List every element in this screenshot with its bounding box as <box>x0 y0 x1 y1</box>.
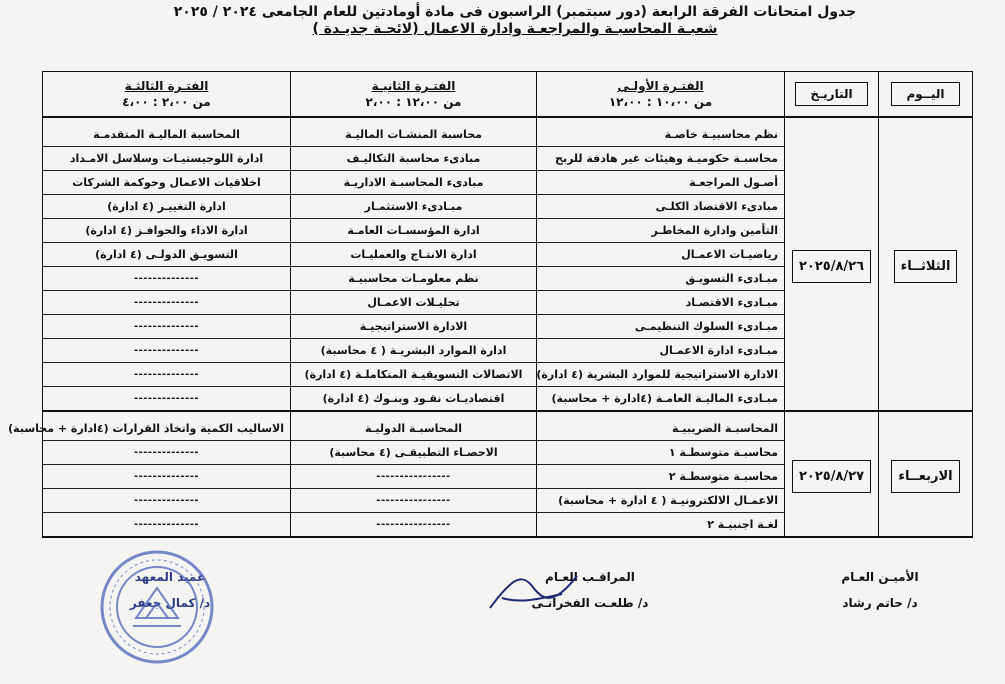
period3-subject: -------------- <box>43 339 291 363</box>
table-row <box>43 123 973 147</box>
period1-subject: التأمين وادارة المخاطـر <box>537 219 785 243</box>
period3-subject: ادارة الاداء والحوافـز (٤ ادارة) <box>43 219 291 243</box>
period2-subject: ---------------- <box>291 489 537 513</box>
secretary-title: الأميـن العـام <box>841 570 919 584</box>
period2-subject: مبادىء المحاسبـة الاداريـة <box>291 171 537 195</box>
period1-subject: مبـادىء الاقتصـاد <box>537 291 785 315</box>
supervisor-handwritten-signature <box>482 568 592 616</box>
period3-subject: -------------- <box>43 363 291 387</box>
period3-subject: ادارة التغييـر (٤ ادارة) <box>43 195 291 219</box>
period2-subject: الاحصـاء التطبيقـى (٤ محاسبة) <box>291 441 537 465</box>
page-title <box>150 4 880 38</box>
period1-subject: محاسبـة حكوميـة وهيئات غير هادفة للربح <box>537 147 785 171</box>
period1-header: الفتـرة الأولـى من ١٠،٠٠ : ١٢،٠٠ <box>537 72 785 118</box>
day-cell: الاربعــاء <box>879 417 973 537</box>
period3-header: الفتـرة الثالثـة من ٢،٠٠ : ٤،٠٠ <box>43 72 291 118</box>
schedule-table <box>8 71 973 538</box>
period1-subject: أصـول المراجعـة <box>537 171 785 195</box>
period2-subject: مبادىء محاسبة التكاليـف <box>291 147 537 171</box>
period2-subject: الادارة الاستراتيجيـة <box>291 315 537 339</box>
period3-subject: الاساليب الكمية واتخاذ القرارات (٤ادارة + محاسبة) <box>43 417 291 441</box>
date-cell: ٢٠٢٥/٨/٢٦ <box>785 123 879 411</box>
period1-subject: الاعمـال الالكترونيـة ( ٤ ادارة + محاسبة) <box>537 489 785 513</box>
period2-subject: مبـادىء الاستثمـار <box>291 195 537 219</box>
table-row <box>43 417 973 441</box>
day-cell: الثلاثــاء <box>879 123 973 411</box>
period2-subject: المحاسبـة الدوليـة <box>291 417 537 441</box>
period2-subject: ادارة المؤسسـات العامـة <box>291 219 537 243</box>
period3-subject: -------------- <box>43 441 291 465</box>
period2-subject: ---------------- <box>291 465 537 489</box>
period3-subject: -------------- <box>43 315 291 339</box>
date-cell: ٢٠٢٥/٨/٢٧ <box>785 417 879 537</box>
period3-subject: المحاسبة الماليـة المتقدمـة <box>43 123 291 147</box>
period3-subject: -------------- <box>43 387 291 412</box>
period1-subject: مبـادىء التسويـق <box>537 267 785 291</box>
period2-subject: ادارة الموارد البشريـة ( ٤ محاسبة) <box>291 339 537 363</box>
period1-subject: نظم محاسبيـة خاصـة <box>537 123 785 147</box>
title-line-2: شعبـة المحاسبـة والمراجعـة وادارة الاعمال (لائحـة جديـدة ) <box>312 21 718 37</box>
title-line-1: جدول امتحانات الفرقة الرابعة (دور سبتمبر) الراسبون فى مادة أومادتين للعام الجامعى ٢٠٢٤ / ٢٠٢٥ <box>173 4 857 20</box>
period1-subject: محاسبـة متوسطـة ١ <box>537 441 785 465</box>
dean-title: عميد المعهد <box>134 570 206 584</box>
secretary-signature <box>820 570 940 610</box>
period2-subject: محاسبة المنشـات الماليـة <box>291 123 537 147</box>
supervisor-name: د/ طلعـت الفخرانـى <box>531 596 649 610</box>
period3-subject: اخلاقيات الاعمال وحوكمة الشركات <box>43 171 291 195</box>
period1-subject: مبـادىء ادارة الاعمـال <box>537 339 785 363</box>
period2-subject: تحليـلات الاعمـال <box>291 291 537 315</box>
exam-schedule <box>8 71 972 538</box>
period2-subject: ---------------- <box>291 513 537 538</box>
date-header: التاريـخ <box>785 72 879 118</box>
supervisor-title: المراقـب العـام <box>545 570 635 584</box>
period2-subject: الاتصالات التسويقيـة المتكاملـة (٤ ادارة) <box>291 363 537 387</box>
period1-subject: محاسبـة متوسطـة ٢ <box>537 465 785 489</box>
header-row <box>43 72 973 118</box>
period3-subject: -------------- <box>43 513 291 538</box>
period3-subject: التسويـق الدولـى (٤ ادارة) <box>43 243 291 267</box>
dean-name: د/ كمال جعفر <box>129 596 211 610</box>
period1-subject: مبـادىء الماليـة العامـة (٤ادارة + محاسبة) <box>537 387 785 412</box>
period1-subject: لغـة اجنبيـة ٢ <box>537 513 785 538</box>
period3-subject: ادارة اللوجيستيـات وسلاسل الامـداد <box>43 147 291 171</box>
period2-header: الفتـرة الثانيـة من ١٢،٠٠ : ٢،٠٠ <box>291 72 537 118</box>
secretary-name: د/ حاتم رشاد <box>842 596 918 610</box>
supervisor-signature <box>520 570 660 610</box>
period3-subject: -------------- <box>43 267 291 291</box>
institute-seal-icon <box>98 548 216 666</box>
period1-subject: رياضيـات الاعمـال <box>537 243 785 267</box>
day-header: اليــوم <box>879 72 973 118</box>
period2-subject: ادارة الانتـاج والعمليـات <box>291 243 537 267</box>
period1-subject: مبادىء الاقتصاد الكلـى <box>537 195 785 219</box>
period2-subject: اقتصاديـات نقـود وبنـوك (٤ ادارة) <box>291 387 537 412</box>
period3-subject: -------------- <box>43 489 291 513</box>
period1-subject: مبـادىء السلوك التنظيمـى <box>537 315 785 339</box>
period2-subject: نظم معلومـات محاسبيـة <box>291 267 537 291</box>
period3-subject: -------------- <box>43 465 291 489</box>
period3-subject: -------------- <box>43 291 291 315</box>
period1-subject: الادارة الاستراتيجية للموارد البشرية (٤ ادارة) <box>537 363 785 387</box>
period1-subject: المحاسبـة الضريبيـة <box>537 417 785 441</box>
